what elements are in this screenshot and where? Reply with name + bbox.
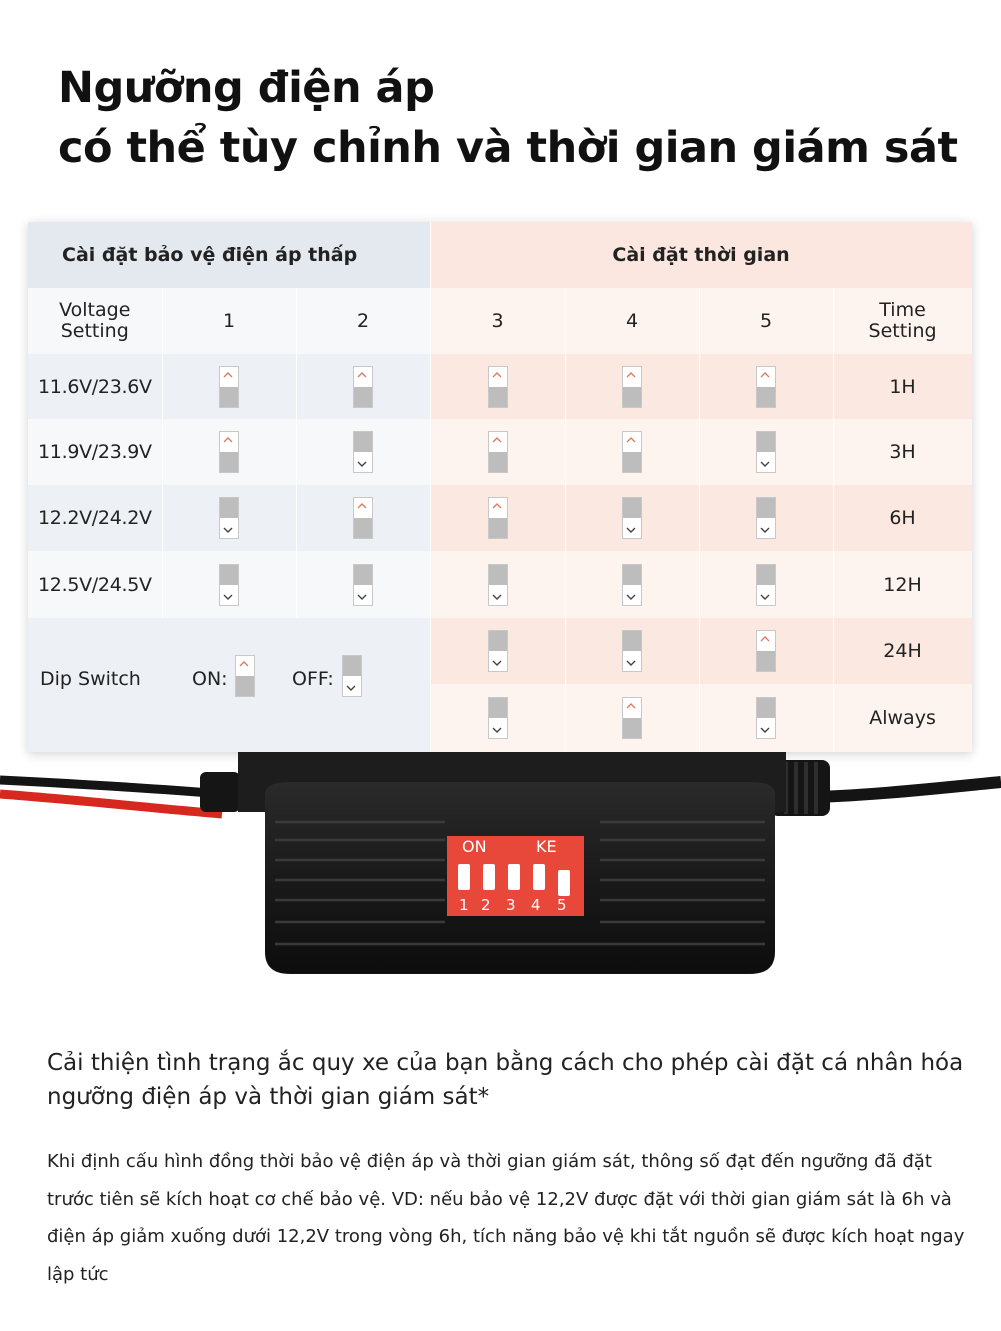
- dip-on-label: ON:: [192, 668, 228, 690]
- dip-switch-off-icon: [342, 655, 362, 697]
- black-wire-left-icon: [0, 780, 222, 794]
- dip-switch-on-icon: [219, 366, 239, 408]
- time-value: 24H: [833, 618, 972, 684]
- switch-number-3: 3: [430, 288, 565, 354]
- dip-switch-on-icon: [756, 630, 776, 672]
- dip-digit-label: 3: [506, 896, 516, 914]
- time-value: 6H: [833, 485, 972, 551]
- dip-switch-off-icon: [756, 497, 776, 539]
- time-value: 1H: [833, 354, 972, 419]
- dip-switch-legend: [28, 618, 430, 752]
- table-row: [28, 419, 972, 485]
- time-setting-label-line2: Setting: [868, 320, 937, 342]
- dip-switch-off-icon: [756, 431, 776, 473]
- dip-switch-on-icon: [219, 431, 239, 473]
- dip-switch-on-icon: [488, 497, 508, 539]
- dip-label-right: KE: [536, 837, 557, 856]
- time-switch-cell: [699, 618, 833, 684]
- voltage-setting-column-header: [28, 288, 162, 354]
- settings-table: [28, 222, 972, 752]
- time-switch-cell: [430, 618, 565, 684]
- voltage-value: 12.2V/24.2V: [28, 485, 162, 551]
- voltage-switch-cell: [162, 354, 296, 419]
- voltage-value: 11.6V/23.6V: [28, 354, 162, 419]
- dip-switch-on-icon: [353, 497, 373, 539]
- time-switch-cell: [699, 551, 833, 618]
- dip-switch-off-icon: [219, 564, 239, 606]
- dip-switch-label: Dip Switch: [40, 668, 141, 690]
- time-switch-cell: [430, 684, 565, 752]
- dip-switch-off-icon: [353, 431, 373, 473]
- voltage-setting-label-line1: Voltage: [59, 299, 131, 321]
- voltage-protection-header: Cài đặt bảo vệ điện áp thấp: [28, 222, 430, 288]
- dip-switch-off-icon: [353, 564, 373, 606]
- dashcam-power-module-photo: [0, 752, 1001, 1020]
- dip-digit-label: 1: [459, 896, 469, 914]
- time-value: 3H: [833, 419, 972, 485]
- legend-on-switch: [235, 655, 255, 697]
- time-switch-cell: [699, 354, 833, 419]
- voltage-switch-cell: [162, 485, 296, 551]
- dip-switch-on-icon: [353, 366, 373, 408]
- voltage-value: 12.5V/24.5V: [28, 551, 162, 618]
- table-row: [28, 354, 972, 419]
- time-switch-cell: [699, 684, 833, 752]
- legend-off-switch: [342, 655, 362, 697]
- table-row: [28, 485, 972, 551]
- table-row: [28, 551, 972, 618]
- dip-label-left: ON: [462, 837, 487, 856]
- voltage-switch-cell: [162, 551, 296, 618]
- dip-switch-off-icon: [488, 630, 508, 672]
- dip-digit-label: 4: [531, 896, 541, 914]
- dip-switch-on-icon: [622, 431, 642, 473]
- time-switch-cell: [430, 354, 565, 419]
- dip-digit-label: 2: [481, 896, 491, 914]
- time-switch-cell: [565, 419, 699, 485]
- dip-switch-off-icon: [622, 564, 642, 606]
- voltage-switch-cell: [162, 419, 296, 485]
- dip-switch-off-icon: [622, 630, 642, 672]
- dip-switch-off-icon: [622, 497, 642, 539]
- dip-switch-on-icon: [622, 366, 642, 408]
- switch-number-1: 1: [162, 288, 296, 354]
- time-setting-header: Cài đặt thời gian: [430, 222, 972, 288]
- time-switch-cell: [430, 419, 565, 485]
- dip-off-label: OFF:: [292, 668, 334, 690]
- switch-number-5: 5: [699, 288, 833, 354]
- intro-paragraph: Cải thiện tình trạng ắc quy xe của bạn bằng cách cho phép cài đặt cá nhân hóa ngưỡng điện áp và thời gian giám sát*: [47, 1050, 964, 1110]
- time-value: 12H: [833, 551, 972, 618]
- dip-switch-off-icon: [488, 564, 508, 606]
- time-switch-cell: [565, 684, 699, 752]
- voltage-setting-label-line2: Setting: [60, 320, 129, 342]
- headline-line-2: có thể tùy chỉnh và thời gian giám sát: [58, 123, 958, 173]
- dip-switch-off-icon: [488, 697, 508, 739]
- time-switch-cell: [565, 618, 699, 684]
- dip-switch-off-icon: [756, 697, 776, 739]
- switch-number-4: 4: [565, 288, 699, 354]
- time-switch-cell: [565, 485, 699, 551]
- time-value: Always: [833, 684, 972, 752]
- table-row: [28, 618, 972, 684]
- time-switch-cell: [699, 419, 833, 485]
- headline-line-1: Ngưỡng điện áp: [58, 63, 435, 113]
- power-module-illustration: [0, 752, 1001, 1020]
- voltage-switch-cell: [296, 354, 430, 419]
- dip-switch-on-icon: [756, 366, 776, 408]
- dip-switch-on-icon: [488, 366, 508, 408]
- dip-switch-off-icon: [219, 497, 239, 539]
- detail-paragraph: Khi định cấu hình đồng thời bảo vệ điện áp và thời gian giám sát, thông số đạt đến ngưỡng đã đặt trước tiên sẽ kích hoạt cơ chế bảo vệ. VD: nếu bảo vệ 12,2V được đặt với thời gian giám sát là 6h và điện áp giảm xuống dưới 12,2V trong vòng 6h, tích năng bảo vệ khi tắt nguồn sẽ được kích hoạt ngay lập tức: [47, 1151, 965, 1285]
- dip-digit-label: 5: [557, 896, 567, 914]
- dip-switch-on-icon: [622, 697, 642, 739]
- voltage-switch-cell: [296, 419, 430, 485]
- time-switch-cell: [565, 354, 699, 419]
- time-setting-column-header: [833, 288, 972, 354]
- time-switch-cell: [565, 551, 699, 618]
- red-wire-icon: [0, 794, 222, 814]
- time-switch-cell: [430, 551, 565, 618]
- voltage-value: 11.9V/23.9V: [28, 419, 162, 485]
- switch-number-2: 2: [296, 288, 430, 354]
- page-headline: [58, 58, 958, 178]
- dip-switch-on-icon: [235, 655, 255, 697]
- settings-table-card: [28, 222, 972, 752]
- dip-switch-on-icon: [488, 431, 508, 473]
- voltage-switch-cell: [296, 551, 430, 618]
- time-switch-cell: [430, 485, 565, 551]
- dip-switch-off-icon: [756, 564, 776, 606]
- voltage-switch-cell: [296, 485, 430, 551]
- time-switch-cell: [699, 485, 833, 551]
- time-setting-label-line1: Time: [879, 299, 926, 321]
